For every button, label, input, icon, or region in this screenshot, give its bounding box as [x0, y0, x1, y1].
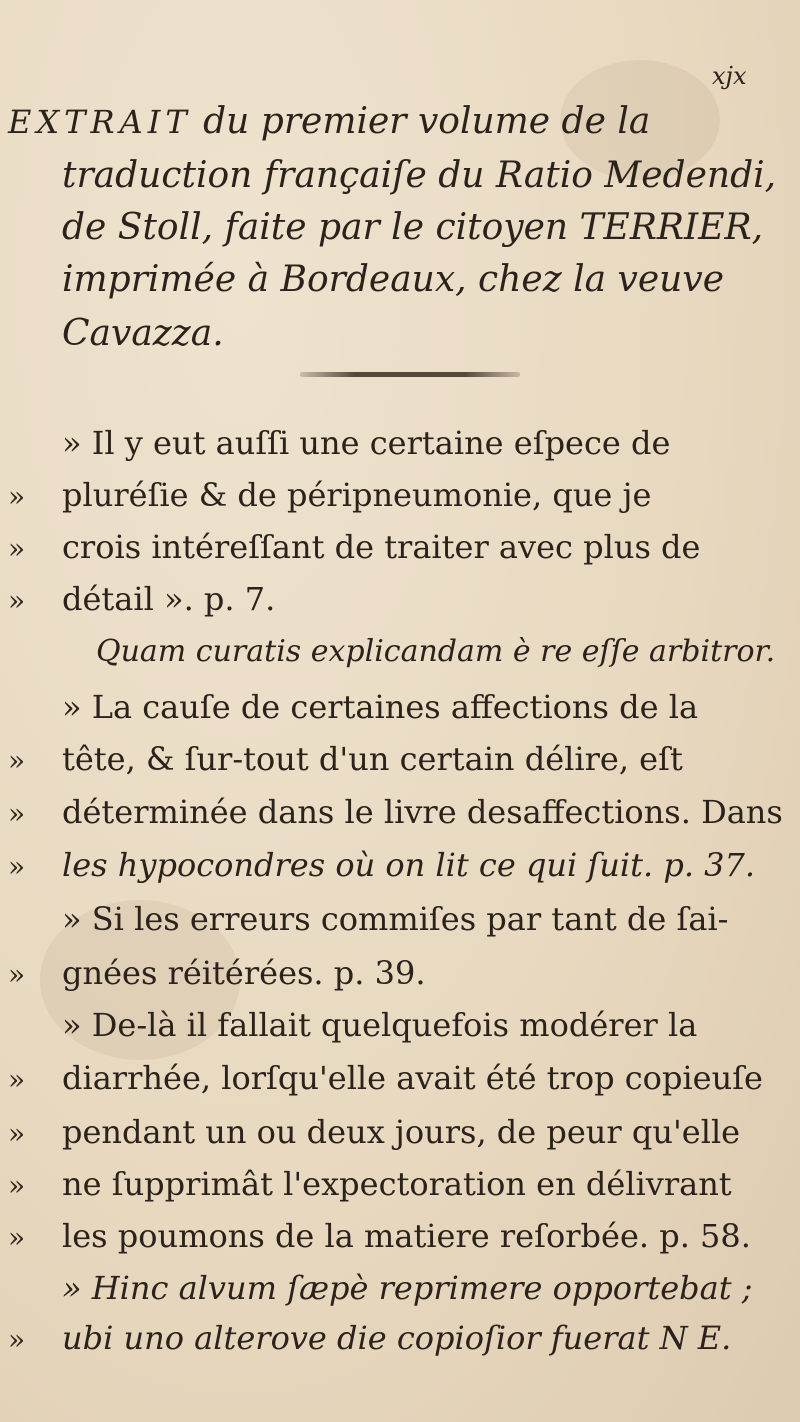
- body-line: tête, & ſur-tout d'un certain délire, eſt: [62, 740, 683, 778]
- quote-mark: »: [8, 1323, 26, 1356]
- body-line-text: crois intéreſſant de traiter avec plus de: [62, 528, 701, 566]
- latin-line: » Hinc alvum ſæpè reprimere opportebat ;: [62, 1269, 753, 1307]
- body-line: » Si les erreurs commiſes par tant de ſai-: [62, 900, 729, 938]
- extract-word: EXTRAIT: [8, 103, 192, 141]
- quote-mark: »: [8, 480, 26, 513]
- quote-mark: »: [8, 958, 26, 991]
- latin-line: Quam curatis explicandam è re eſſe arbitror.: [96, 634, 776, 669]
- quote-mark: »: [8, 850, 26, 883]
- body-line: ne ſupprimât l'expectoration en délivrant: [62, 1165, 732, 1203]
- quote-mark: »: [8, 584, 26, 617]
- extract-header-line-1: [8, 101, 651, 142]
- body-line: pluréſie & de péripneumonie, que je: [62, 476, 652, 514]
- extract-header-line-4: imprimée à Bordeaux, chez la veuve: [62, 259, 724, 300]
- body-line: les hypocondres où on lit ce qui ſuit. p. 37.: [62, 846, 756, 884]
- quote-mark: »: [8, 1169, 26, 1202]
- quote-mark: »: [8, 797, 26, 830]
- body-line: pendant un ou deux jours, de peur qu'elle: [62, 1113, 741, 1151]
- body-line: » La cauſe de certaines affections de la: [62, 688, 699, 726]
- body-line: gnées réitérées. p. 39.: [62, 954, 426, 992]
- quote-mark: »: [8, 1221, 26, 1254]
- body-line: » De-là il fallait quelquefois modérer la: [62, 1006, 698, 1044]
- latin-line: ubi uno alterove die copioſior fuerat N E.: [62, 1319, 732, 1357]
- body-line: déterminée dans le livre desaffections. Dans: [62, 793, 783, 831]
- quote-mark: »: [8, 1063, 26, 1096]
- body-line: diarrhée, lorſqu'elle avait été trop copieuſe: [62, 1059, 763, 1097]
- page-number: xjx: [712, 62, 747, 90]
- extract-header-line-3: de Stoll, faite par le citoyen TERRIER,: [62, 207, 764, 248]
- section-divider: [300, 372, 520, 377]
- body-line: détail ». p. 7.: [62, 580, 276, 618]
- extract-header-line-5: Cavazza.: [62, 313, 224, 354]
- body-line: » Il y eut auſſi une certaine eſpece de: [62, 424, 671, 462]
- extract-header-line-1-rest: du premier volume de la: [191, 101, 651, 142]
- quote-mark: »: [8, 532, 26, 565]
- extract-header-line-2: traduction françaiſe du Ratio Medendi,: [62, 155, 777, 196]
- body-line: [62, 528, 701, 566]
- body-line: les poumons de la matiere reſorbée. p. 58.: [62, 1217, 751, 1255]
- quote-mark: »: [8, 744, 26, 777]
- quote-mark: »: [8, 1117, 26, 1150]
